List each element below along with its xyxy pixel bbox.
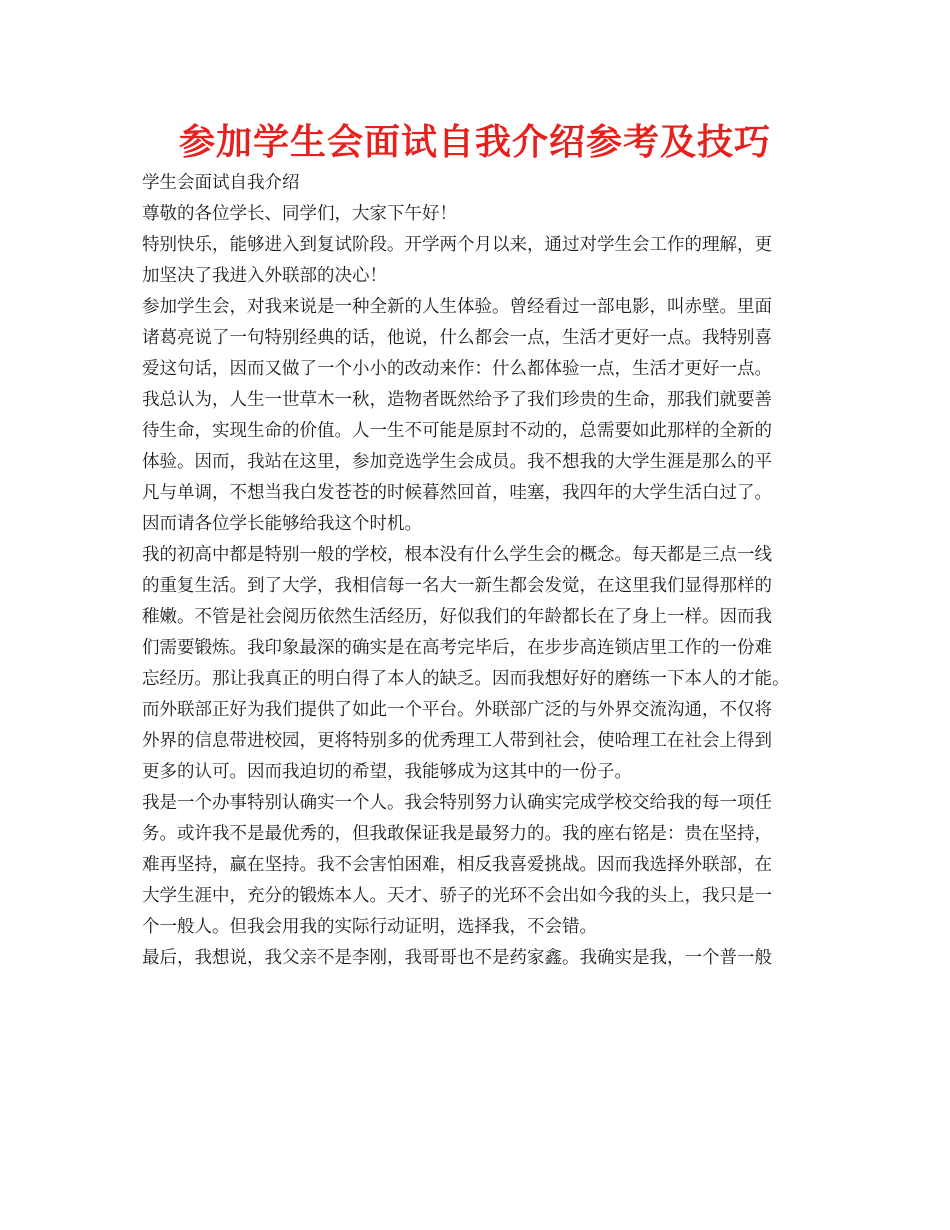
body-line: 诸葛亮说了一句特别经典的话，他说，什么都会一点，生活才更好一点。我特别喜 <box>142 328 772 348</box>
document-title: 参加学生会面试自我介绍参考及技巧 <box>178 122 771 163</box>
body-line: 体验。因而，我站在这里，参加竞选学生会成员。我不想我的大学生涯是那么的平 <box>142 452 772 472</box>
body-line: 个一般人。但我会用我的实际行动证明，选择我，不会错。 <box>142 917 597 937</box>
body-line: 稚嫩。不管是社会阅历依然生活经历，好似我们的年龄都长在了身上一样。因而我 <box>142 607 772 627</box>
body-line: 而外联部正好为我们提供了如此一个平台。外联部广泛的与外界交流沟通，不仅将 <box>142 700 772 720</box>
body-line: 参加学生会，对我来说是一种全新的人生体验。曾经看过一部电影，叫赤壁。里面 <box>142 297 772 317</box>
body-line: 最后，我想说，我父亲不是李刚，我哥哥也不是药家鑫。我确实是我，一个普一般 <box>142 948 772 968</box>
body-line: 们需要锻炼。我印象最深的确实是在高考完毕后，在步步高连锁店里工作的一份难 <box>142 638 772 658</box>
body-line: 尊敬的各位学长、同学们，大家下午好！ <box>142 204 457 224</box>
body-line: 大学生涯中，充分的锻炼本人。天才、骄子的光环不会出如今我的头上，我只是一 <box>142 886 772 906</box>
body-line: 外界的信息带进校园，更将特别多的优秀理工人带到社会，使哈理工在社会上得到 <box>142 731 772 751</box>
body-line: 学生会面试自我介绍 <box>142 173 300 193</box>
body-line: 因而请各位学长能够给我这个时机。 <box>142 514 422 534</box>
body-line: 忘经历。那让我真正的明白得了本人的缺乏。因而我想好好的磨练一下本人的才能。 <box>142 669 790 689</box>
body-line: 加坚决了我进入外联部的决心！ <box>142 266 387 286</box>
body-line: 更多的认可。因而我迫切的希望，我能够成为这其中的一份子。 <box>142 762 632 782</box>
body-line: 的重复生活。到了大学，我相信每一名大一新生都会发觉，在这里我们显得那样的 <box>142 576 772 596</box>
body-line: 待生命，实现生命的价值。人一生不可能是原封不动的，总需要如此那样的全新的 <box>142 421 772 441</box>
body-line: 凡与单调，不想当我白发苍苍的时候暮然回首，哇塞，我四年的大学生活白过了。 <box>142 483 772 503</box>
body-line: 我是一个办事特别认确实一个人。我会特别努力认确实完成学校交给我的每一项任 <box>142 793 772 813</box>
body-line: 爱这句话，因而又做了一个小小的改动来作：什么都体验一点，生活才更好一点。 <box>142 359 772 379</box>
body-line: 务。或许我不是最优秀的，但我敢保证我是最努力的。我的座右铭是：贵在坚持， <box>142 824 772 844</box>
body-line: 特别快乐，能够进入到复试阶段。开学两个月以来，通过对学生会工作的理解，更 <box>142 235 772 255</box>
body-line: 难再坚持，赢在坚持。我不会害怕困难，相反我喜爱挑战。因而我选择外联部，在 <box>142 855 772 875</box>
body-line: 我的初高中都是特别一般的学校，根本没有什么学生会的概念。每天都是三点一线 <box>142 545 772 565</box>
document-body <box>142 168 822 974</box>
body-line: 我总认为，人生一世草木一秋，造物者既然给予了我们珍贵的生命，那我们就要善 <box>142 390 772 410</box>
